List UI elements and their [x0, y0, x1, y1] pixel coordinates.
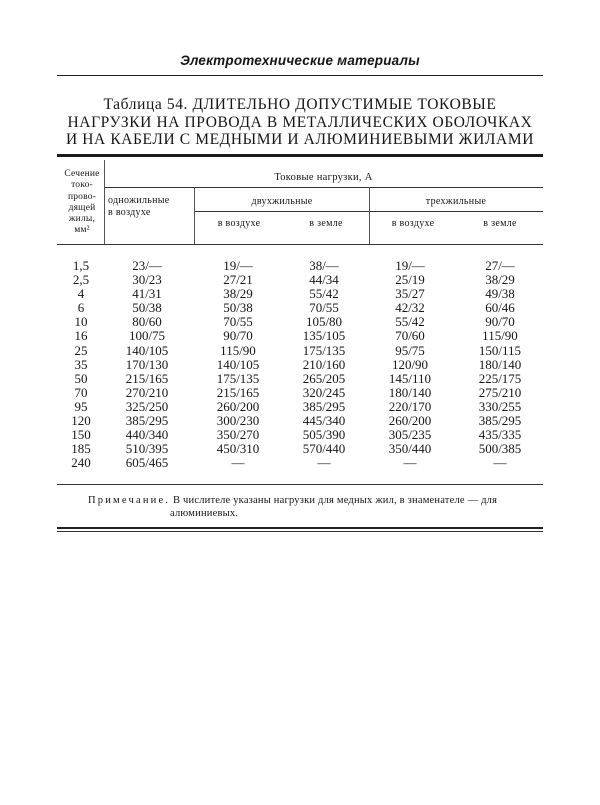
two-core-air-cell: 38/29	[223, 286, 253, 302]
three-core-ground-cell: —	[493, 455, 507, 471]
cross-section-cell: 70	[74, 384, 88, 400]
cross-section-cell: 240	[71, 455, 91, 471]
cross-section-cell: 50	[74, 370, 88, 386]
two-core-air-cell: 50/38	[223, 300, 253, 316]
single-core-header-line: в воздухе	[108, 206, 151, 218]
cross-section-cell: 4	[77, 286, 85, 302]
table-row	[57, 386, 543, 400]
two-core-air-cell: 90/70	[223, 328, 253, 344]
two-core-ground-cell: 445/340	[302, 413, 346, 429]
two-core-ground-cell: 44/34	[309, 272, 339, 288]
three-core-ground-cell: 385/295	[478, 413, 522, 429]
three-core-header: трехжильные	[425, 196, 487, 207]
footer-rule-thick	[57, 527, 543, 529]
three-core-air-cell: 180/140	[388, 384, 432, 400]
two-core-ground-cell: 385/295	[302, 398, 346, 414]
two-core-air-cell: 140/105	[216, 356, 260, 372]
two-core-air-cell: 350/270	[216, 427, 260, 443]
note-text: В числителе указаны нагрузки для медных жил, в знаменателе — для	[173, 495, 498, 506]
table-row	[57, 428, 543, 442]
table-row	[57, 456, 543, 470]
stub-header-line: токо-	[71, 180, 93, 191]
stub-header-line: Сечение	[64, 169, 100, 179]
single-core-air-cell: 215/165	[125, 370, 169, 386]
cross-section-cell: 150	[71, 427, 91, 443]
three-core-ground-cell: 27/—	[485, 258, 515, 273]
header-rule	[57, 75, 543, 76]
three-core-air-cell: 305/235	[388, 427, 432, 443]
three-core-air-cell: 260/200	[388, 413, 432, 429]
three-core-air-cell: 19/—	[395, 258, 425, 273]
cross-section-cell: 185	[71, 441, 91, 457]
two-core-air-cell: 260/200	[216, 398, 260, 414]
three-core-air-cell: 95/75	[395, 342, 425, 358]
table-top-rule	[57, 154, 543, 157]
three-core-ground-cell: 330/255	[478, 398, 522, 414]
cross-section-cell: 95	[74, 398, 88, 414]
stub-header-line: дящей	[68, 202, 96, 213]
table-note	[88, 494, 548, 520]
three-core-air-cell: 25/19	[395, 272, 425, 288]
three-core-air-cell: 220/170	[388, 398, 432, 414]
single-core-air-cell: 100/75	[128, 328, 166, 344]
cross-section-cell: 25	[74, 342, 88, 358]
two-core-air-header: в воздухе	[217, 218, 261, 229]
stub-header	[62, 169, 102, 237]
single-core-air-cell: 270/210	[125, 384, 169, 400]
two-core-air-cell: 27/21	[223, 272, 253, 288]
two-core-air-cell: 215/165	[216, 384, 260, 400]
stub-header-line: прово-	[67, 191, 97, 202]
table-row	[57, 329, 543, 343]
cross-section-cell: 120	[71, 413, 91, 429]
table-row	[57, 400, 543, 414]
cross-section-cell: 6	[77, 300, 85, 316]
table-title-line-3: И НА КАБЕЛИ С МЕДНЫМИ И АЛЮМИНИЕВЫМИ ЖИЛАМИ	[65, 131, 534, 148]
three-core-air-cell: 120/90	[391, 356, 429, 372]
cross-section-cell: 16	[74, 328, 88, 344]
table-row	[57, 358, 543, 372]
three-core-ground-cell: 180/140	[478, 356, 522, 372]
single-core-header	[108, 195, 170, 218]
two-core-air-cell: 300/230	[216, 413, 260, 429]
single-core-air-cell: 510/395	[125, 441, 169, 457]
two-core-ground-cell: 135/105	[302, 328, 346, 344]
three-core-air-cell: 70/60	[395, 328, 425, 344]
single-core-air-cell: 325/250	[125, 398, 169, 414]
two-core-ground-cell: 210/160	[302, 356, 346, 372]
single-core-header-line: одножильные	[108, 195, 170, 206]
three-core-ground-cell: 225/175	[478, 370, 522, 386]
three-core-ground-header: в земле	[483, 218, 517, 229]
table-row	[57, 414, 543, 428]
two-core-ground-header: в земле	[309, 218, 343, 229]
cross-section-cell: 10	[74, 314, 88, 330]
two-core-air-cell: 450/310	[216, 441, 260, 457]
two-core-air-cell: 175/135	[216, 370, 260, 386]
two-core-air-cell: 19/—	[223, 258, 253, 273]
single-core-air-cell: 41/31	[132, 286, 162, 302]
single-core-air-cell: 23/—	[132, 258, 162, 273]
footer-rule-thin	[57, 531, 543, 532]
single-core-air-cell: 140/105	[125, 342, 169, 358]
three-core-air-cell: 350/440	[388, 441, 432, 457]
three-core-air-header: в воздухе	[391, 218, 435, 229]
three-core-ground-cell: 500/385	[478, 441, 522, 457]
three-core-ground-cell: 38/29	[485, 272, 515, 288]
table-row	[57, 315, 543, 329]
two-core-ground-cell: 265/205	[302, 370, 346, 386]
three-core-ground-cell: 115/90	[482, 328, 518, 344]
two-core-ground-cell: 570/440	[302, 441, 346, 457]
stub-header-line: жилы,	[68, 214, 96, 225]
single-core-air-cell: 385/295	[125, 413, 169, 429]
three-core-air-cell: 55/42	[395, 314, 425, 330]
single-core-air-cell: 440/340	[125, 427, 169, 443]
two-core-ground-cell: 175/135	[302, 342, 346, 358]
two-core-ground-cell: —	[317, 455, 331, 471]
cross-section-cell: 35	[74, 356, 88, 372]
table-note-line-1	[88, 494, 548, 507]
spanner-rule	[104, 187, 543, 188]
single-core-air-cell: 80/60	[132, 314, 162, 330]
table-row	[57, 287, 543, 301]
table-row	[57, 442, 543, 456]
single-core-air-cell: 50/38	[132, 300, 162, 316]
three-core-ground-cell: 90/70	[485, 314, 515, 330]
three-core-ground-cell: 435/335	[478, 427, 522, 443]
table-row	[57, 273, 543, 287]
note-label: Примечание.	[88, 495, 171, 506]
three-core-air-cell: 145/110	[388, 370, 432, 386]
two-core-ground-cell: 320/245	[302, 384, 346, 400]
header-bottom-rule	[57, 244, 543, 245]
three-core-air-cell: —	[403, 455, 417, 471]
stub-header-line: мм²	[74, 225, 90, 236]
table-title	[57, 96, 543, 149]
table-note-line-2: алюминиевых.	[170, 508, 239, 519]
cross-section-cell: 2,5	[72, 272, 90, 288]
two-core-header: двухжильные	[251, 196, 313, 207]
table-title-line-1: Таблица 54. ДЛИТЕЛЬНО ДОПУСТИМЫЕ ТОКОВЫЕ	[103, 96, 497, 113]
running-head: Электротехнические материалы	[180, 53, 420, 68]
table-bottom-rule	[57, 484, 543, 485]
two-core-ground-cell: 505/390	[302, 427, 346, 443]
single-core-air-cell: 30/23	[132, 272, 162, 288]
single-core-air-cell: 170/130	[125, 356, 169, 372]
two-core-ground-cell: 105/80	[305, 314, 343, 330]
single-core-air-cell: 605/465	[125, 455, 169, 471]
two-core-ground-cell: 55/42	[309, 286, 339, 302]
spanner-header: Токовые нагрузки, А	[274, 172, 373, 183]
three-core-air-cell: 35/27	[395, 286, 425, 302]
three-core-ground-cell: 49/38	[485, 286, 515, 302]
table-title-line-2: НАГРУЗКИ НА ПРОВОДА В МЕТАЛЛИЧЕСКИХ ОБОЛОЧКАХ	[67, 113, 533, 131]
three-core-ground-cell: 275/210	[478, 384, 522, 400]
two-core-air-cell: 115/90	[220, 342, 256, 358]
three-core-ground-cell: 60/46	[485, 300, 515, 316]
table-row	[57, 301, 543, 315]
table-row	[57, 259, 543, 273]
table-row	[57, 372, 543, 386]
table-body	[57, 259, 543, 470]
two-core-ground-cell: 38/—	[309, 258, 339, 273]
two-core-air-cell: 70/55	[223, 314, 253, 330]
three-core-ground-cell: 150/115	[478, 342, 522, 358]
two-core-ground-cell: 70/55	[309, 300, 339, 316]
cross-section-cell: 1,5	[72, 258, 90, 273]
two-core-air-cell: —	[231, 455, 245, 471]
three-core-air-cell: 42/32	[395, 300, 425, 316]
table-row	[57, 344, 543, 358]
